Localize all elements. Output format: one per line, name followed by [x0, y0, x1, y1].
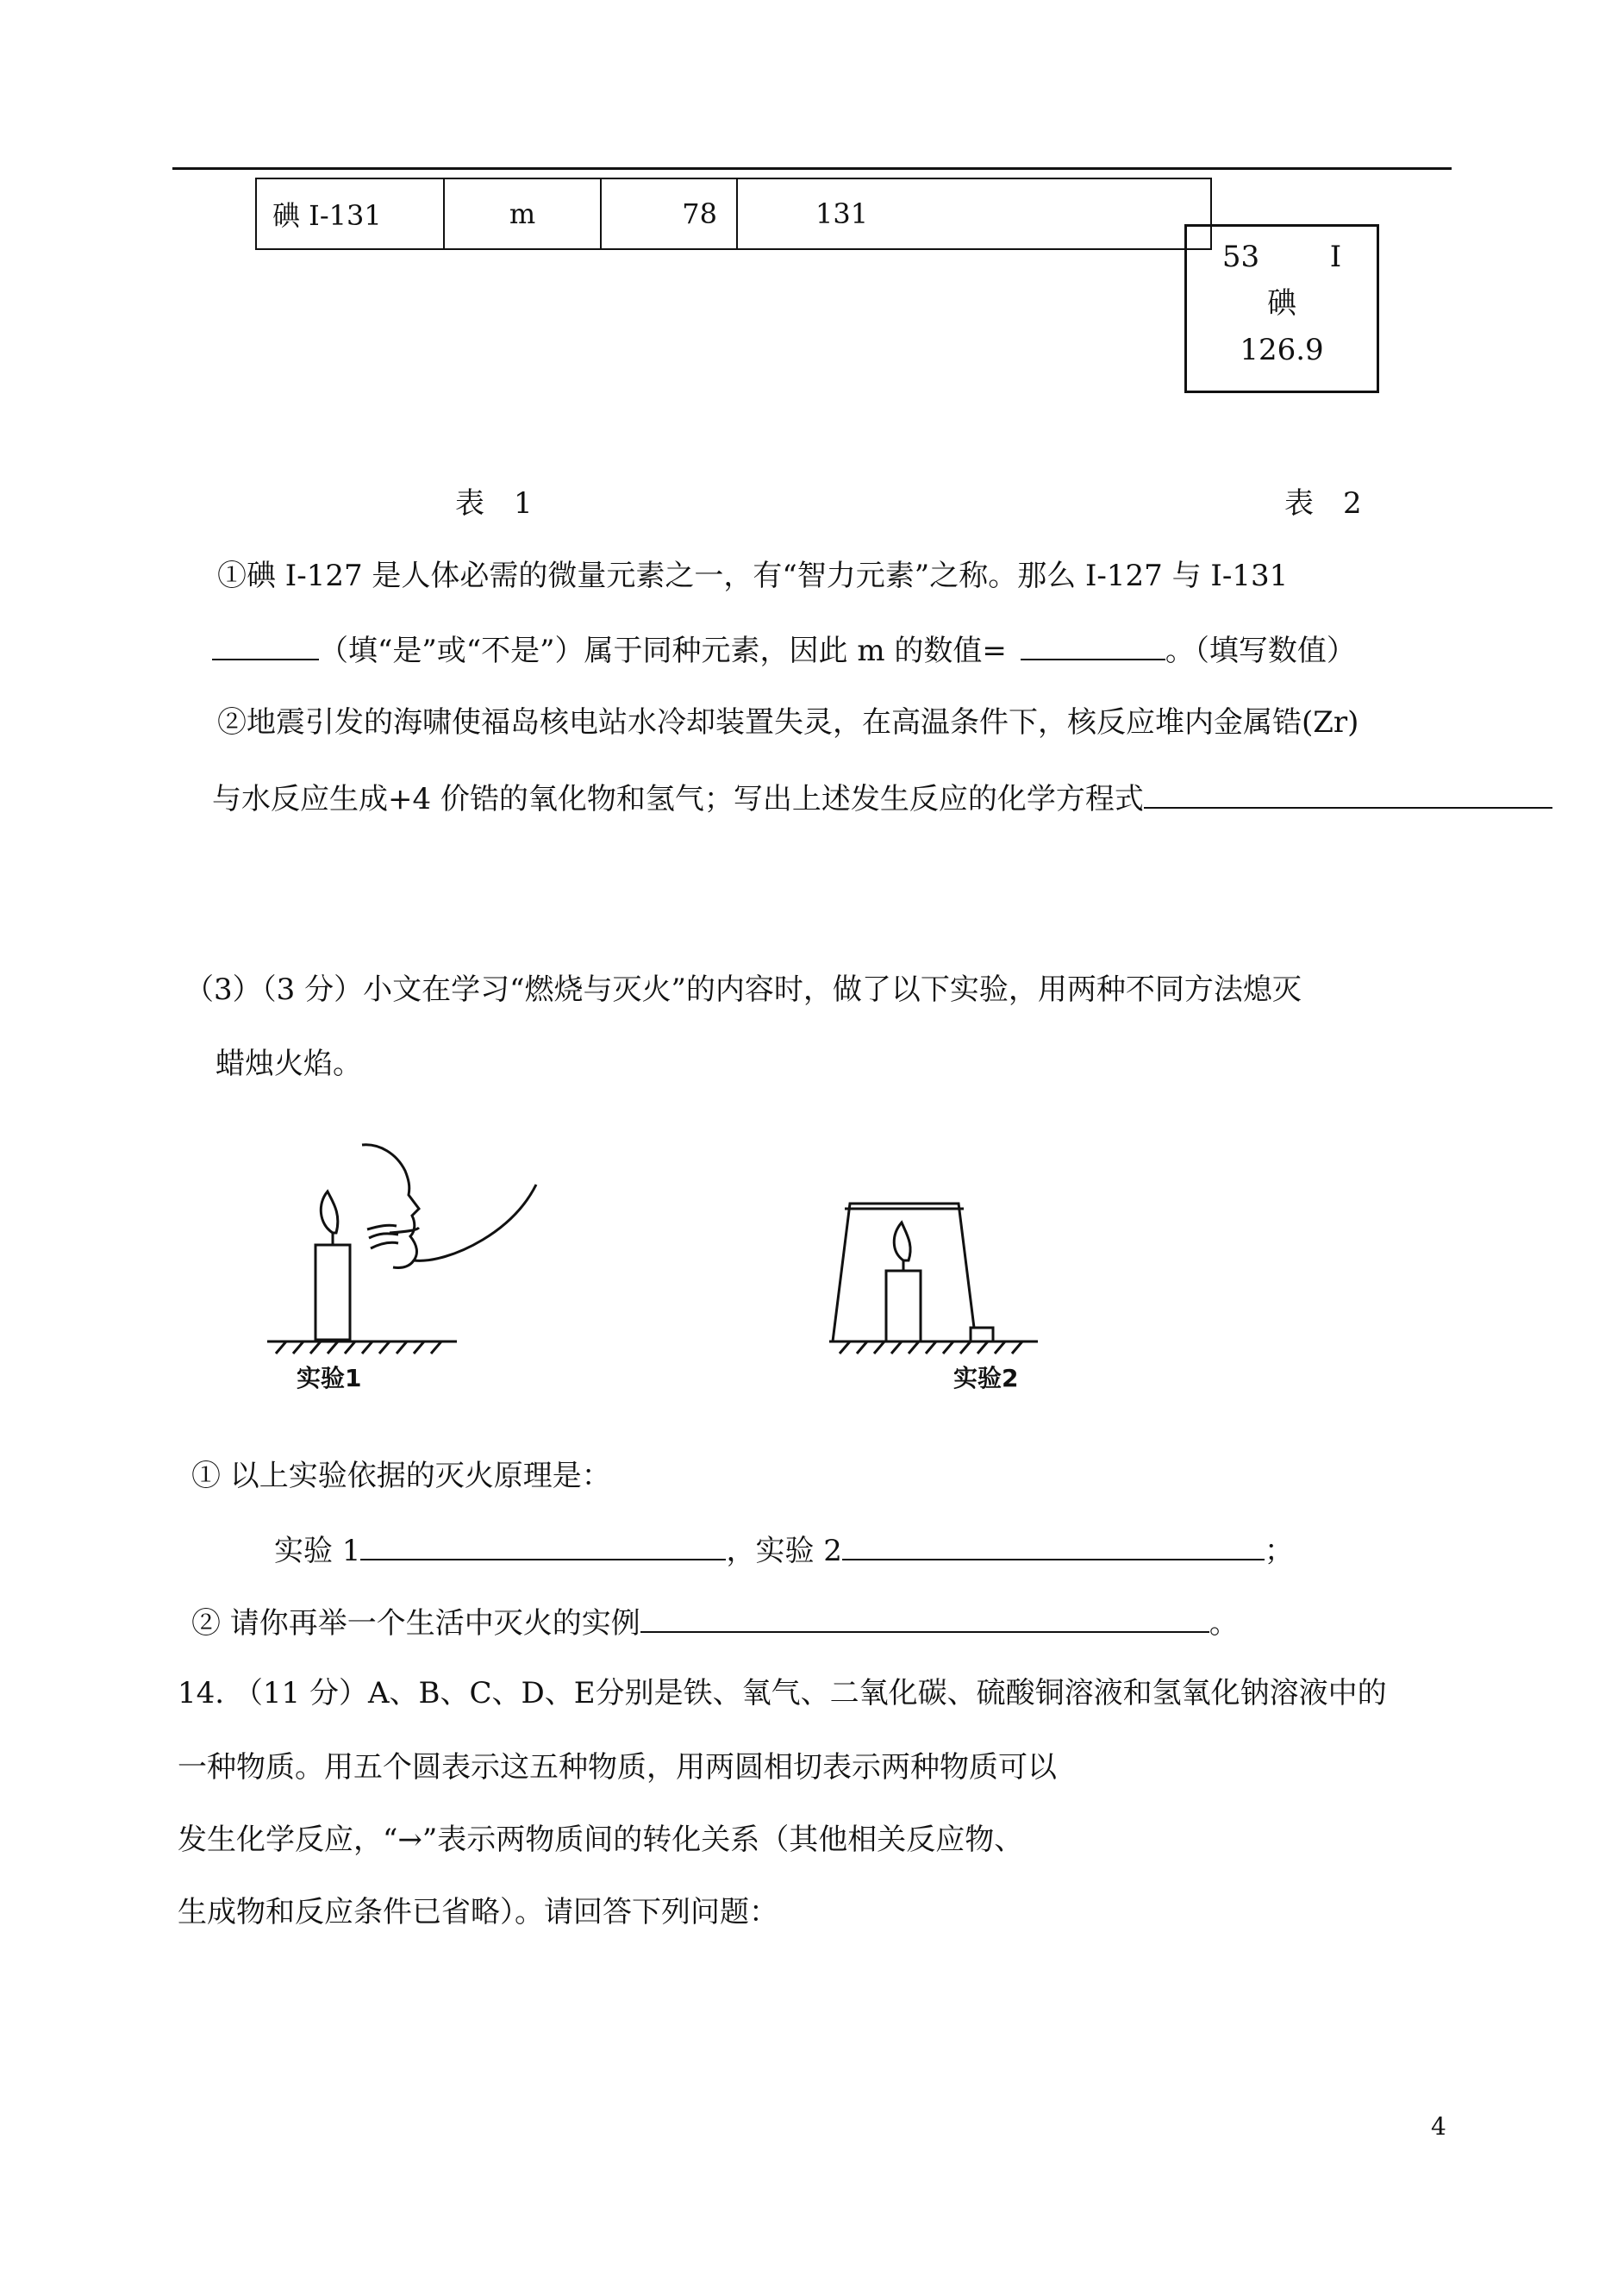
question-text: 与水反应生成+4 价锆的氧化物和氢气；写出上述发生反应的化学方程式	[212, 782, 1144, 816]
experiment2-illustration	[829, 1204, 1038, 1354]
page-number: 4	[1431, 2112, 1446, 2141]
header-rule	[172, 167, 1452, 170]
table1-caption: 表 1	[455, 486, 533, 521]
question-text: 实验 1	[274, 1534, 361, 1568]
experiment-figure	[250, 1102, 1155, 1404]
figure-label-2: 实验2	[953, 1364, 1019, 1392]
answer-blank[interactable]	[212, 629, 319, 660]
question-text: （3）（3 分）小文在学习“燃烧与灭火”的内容时，做了以下实验，用两种不同方法熄灭	[184, 972, 1302, 1007]
element-name: 碘	[1267, 286, 1296, 321]
table-cell: 131	[737, 178, 1211, 249]
element-card	[1184, 224, 1379, 393]
answer-blank[interactable]	[1021, 629, 1165, 660]
question-text: （填“是”或“不是”）属于同种元素，因此 m 的数值=	[319, 634, 1007, 668]
answer-blank[interactable]	[360, 1529, 726, 1560]
element-header	[1187, 234, 1377, 280]
question-text: 发生化学反应，“→”表示两物质间的转化关系（其他相关反应物、	[178, 1823, 1024, 1857]
question-text: 蜡烛火焰。	[215, 1047, 362, 1081]
question-line	[212, 629, 1356, 670]
table-cell: 碘 I-131	[256, 178, 444, 249]
question-text: ② 请你再举一个生活中灭火的实例	[191, 1606, 640, 1641]
question-text: ①碘 I-127 是人体必需的微量元素之一，有“智力元素”之称。那么 I-127 与 I-131	[217, 559, 1289, 593]
answer-blank[interactable]	[1144, 778, 1552, 809]
question-text: ②地震引发的海啸使福岛核电站水冷却装置失灵，在高温条件下，核反应堆内金属锆(Zr)	[217, 705, 1359, 740]
question-text: 生成物和反应条件已省略）。请回答下列问题：	[178, 1895, 778, 1929]
element-symbol: I	[1329, 240, 1342, 274]
atomic-mass: 126.9	[1240, 333, 1324, 367]
table-cell: 78	[601, 178, 737, 249]
question-text: 。	[1209, 1606, 1239, 1641]
question-text: 一种物质。用五个圆表示这五种物质，用两圆相切表示两种物质可以	[178, 1750, 1057, 1785]
question-text: 。（填写数值）	[1165, 634, 1356, 668]
answer-blank[interactable]	[640, 1602, 1209, 1633]
question-text: ，实验 2	[726, 1534, 842, 1568]
answer-blank[interactable]	[842, 1529, 1265, 1560]
table-cell: m	[444, 178, 601, 249]
figure-label-1: 实验1	[297, 1364, 362, 1392]
table-row	[256, 178, 1211, 249]
question-line	[274, 1529, 1294, 1570]
question-text: 14. （11 分）A、B、C、D、E分别是铁、氧气、二氧化碳、硫酸铜溶液和氢氧化钠溶液中的	[178, 1676, 1387, 1710]
question-line	[191, 1602, 1239, 1642]
experiment1-illustration	[267, 1145, 536, 1354]
question-text: ；	[1264, 1534, 1294, 1568]
atomic-number: 53	[1221, 240, 1260, 274]
table2-caption: 表 2	[1284, 486, 1362, 521]
isotope-table	[255, 178, 1212, 250]
question-text: ① 以上实验依据的灭火原理是：	[191, 1459, 611, 1493]
question-line	[212, 778, 1552, 818]
